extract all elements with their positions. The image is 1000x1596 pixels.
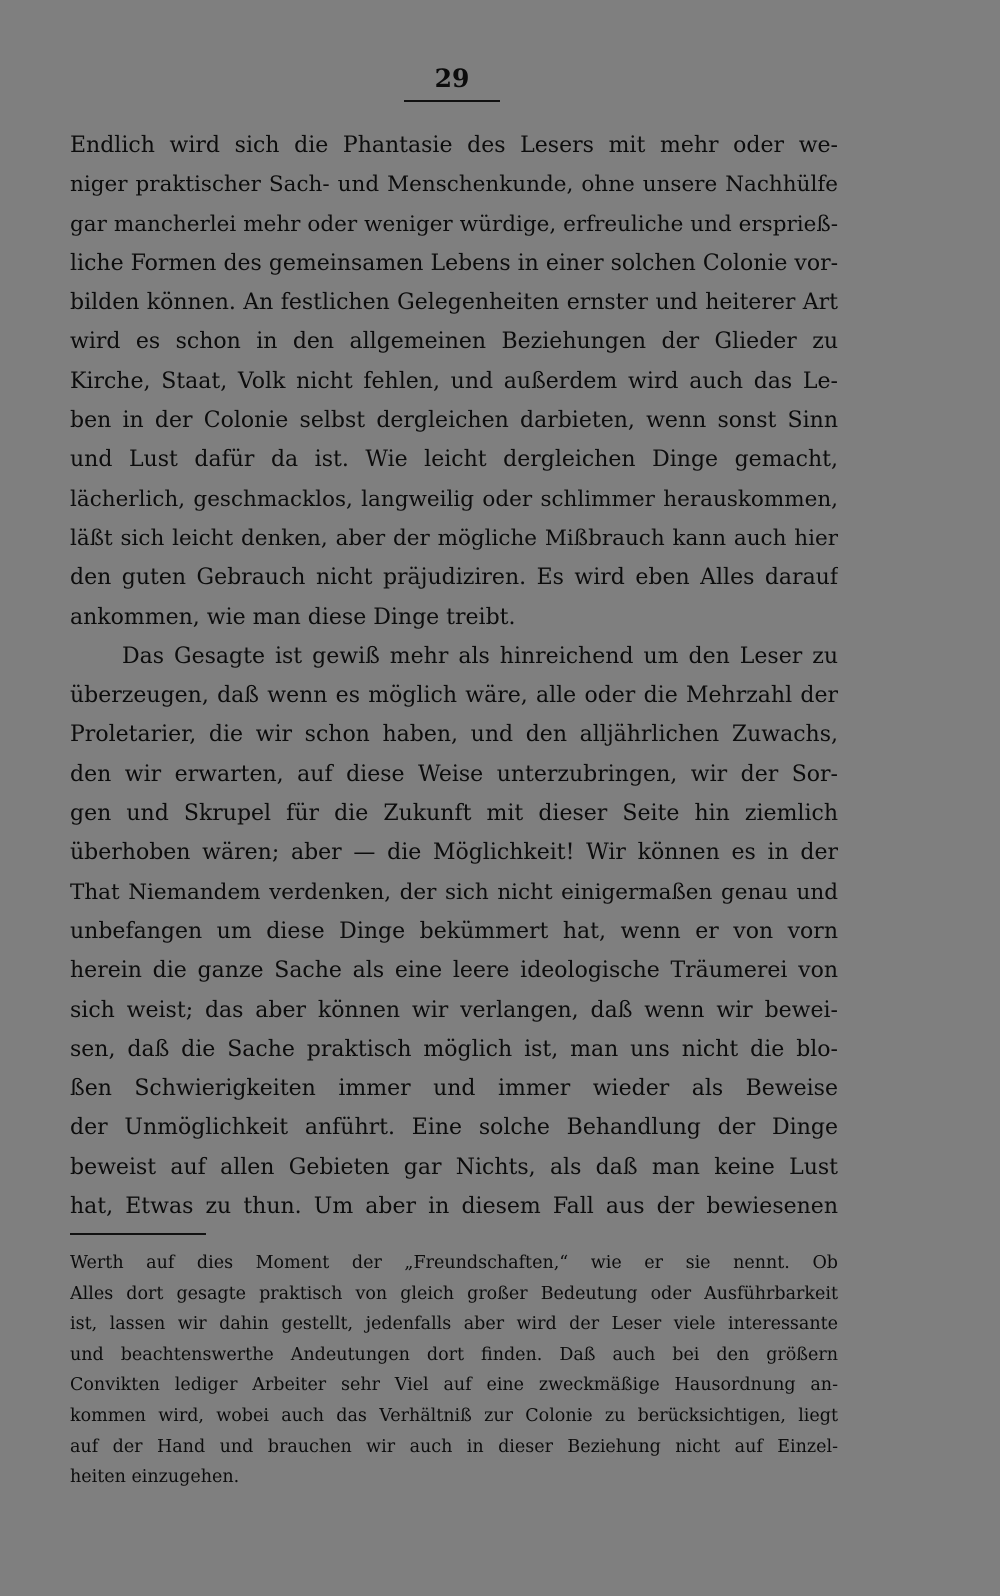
text-line: liche Formen des gemeinsamen Lebens in einer solchen Colonie vor- <box>70 250 838 276</box>
text-line: beweist auf allen Gebieten gar Nichts, als daß man keine Lust <box>70 1154 838 1180</box>
footnote-line: ist, lassen wir dahin gestellt, jedenfalls aber wird der Leser viele interessante <box>70 1314 838 1335</box>
text-line: gar mancherlei mehr oder weniger würdige, erfreuliche und ersprieß- <box>70 211 838 237</box>
text-line: unbefangen um diese Dinge bekümmert hat, wenn er von vorn <box>70 918 838 944</box>
text-line: den guten Gebrauch nicht präjudiziren. Es wird eben Alles darauf <box>70 565 838 591</box>
text-line: Proletarier, die wir schon haben, und den alljährlichen Zuwachs, <box>70 722 838 748</box>
page-number: 29 <box>434 64 470 93</box>
footnote-line: kommen wird, wobei auch das Verhältniß zur Colonie zu berücksichtigen, liegt <box>70 1405 838 1426</box>
text-line: Endlich wird sich die Phantasie des Lesers mit mehr oder we- <box>70 133 838 158</box>
footnote-line: und beachtenswerthe Andeutungen dort finden. Daß auch bei den größern <box>70 1344 838 1365</box>
text-line: der Unmöglichkeit anführt. Eine solche Behandlung der Dinge <box>70 1115 838 1141</box>
paragraph-start-line: Das Gesagte ist gewiß mehr als hinreichend um den Leser zu <box>122 643 838 669</box>
text-line: wird es schon in den allgemeinen Beziehungen der Glieder zu <box>70 329 838 355</box>
text-line: niger praktischer Sach- und Menschenkunde, ohne unsere Nachhülfe <box>70 172 838 198</box>
text-line: gen und Skrupel für die Zukunft mit dieser Seite hin ziemlich <box>70 801 838 827</box>
text-line: lächerlich, geschmacklos, langweilig oder schlimmer herauskommen, <box>70 486 838 512</box>
text-line: ankommen, wie man diese Dinge treibt. <box>70 604 516 630</box>
text-line: sich weist; das aber können wir verlangen, daß wenn wir bewei- <box>70 997 838 1023</box>
footnote-line: heiten einzugehen. <box>70 1467 240 1488</box>
footnote-line: Convikten lediger Arbeiter sehr Viel auf eine zweckmäßige Hausordnung an- <box>70 1375 838 1396</box>
text-line: herein die ganze Sache als eine leere ideologische Träumerei von <box>70 958 838 984</box>
text-line: ben in der Colonie selbst dergleichen darbieten, wenn sonst Sinn <box>70 408 838 434</box>
footnote <box>70 1248 838 1493</box>
footnote-rule <box>70 1233 206 1235</box>
body-text <box>70 126 838 1226</box>
text-line: That Niemandem verdenken, der sich nicht einigermaßen genau und <box>70 879 838 905</box>
page-number-rule <box>404 100 500 102</box>
text-line: Kirche, Staat, Volk nicht fehlen, und außerdem wird auch das Le- <box>70 368 838 394</box>
text-line: läßt sich leicht denken, aber der mögliche Mißbrauch kann auch hier <box>70 525 838 551</box>
text-line: und Lust dafür da ist. Wie leicht dergleichen Dinge gemacht, <box>70 447 838 473</box>
text-line: bilden können. An festlichen Gelegenheiten ernster und heiterer Art <box>70 290 838 316</box>
text-line: ßen Schwierigkeiten immer und immer wieder als Beweise <box>70 1076 838 1102</box>
text-line: sen, daß die Sache praktisch möglich ist, man uns nicht die blo- <box>70 1036 838 1062</box>
text-line: überhoben wären; aber — die Möglichkeit! Wir können es in der <box>70 840 838 866</box>
footnote-line: Werth auf dies Moment der „Freundschaften,“ wie er sie nennt. Ob <box>70 1253 838 1273</box>
footnote-line: auf der Hand und brauchen wir auch in dieser Beziehung nicht auf Einzel- <box>70 1436 838 1457</box>
footnote-line: Alles dort gesagte praktisch von gleich großer Bedeutung oder Ausführbarkeit <box>70 1283 838 1304</box>
text-line: den wir erwarten, auf diese Weise unterzubringen, wir der Sor- <box>70 761 838 787</box>
text-line: überzeugen, daß wenn es möglich wäre, alle oder die Mehrzahl der <box>70 683 838 709</box>
text-line: hat, Etwas zu thun. Um aber in diesem Fall aus der bewiesenen <box>70 1194 838 1220</box>
